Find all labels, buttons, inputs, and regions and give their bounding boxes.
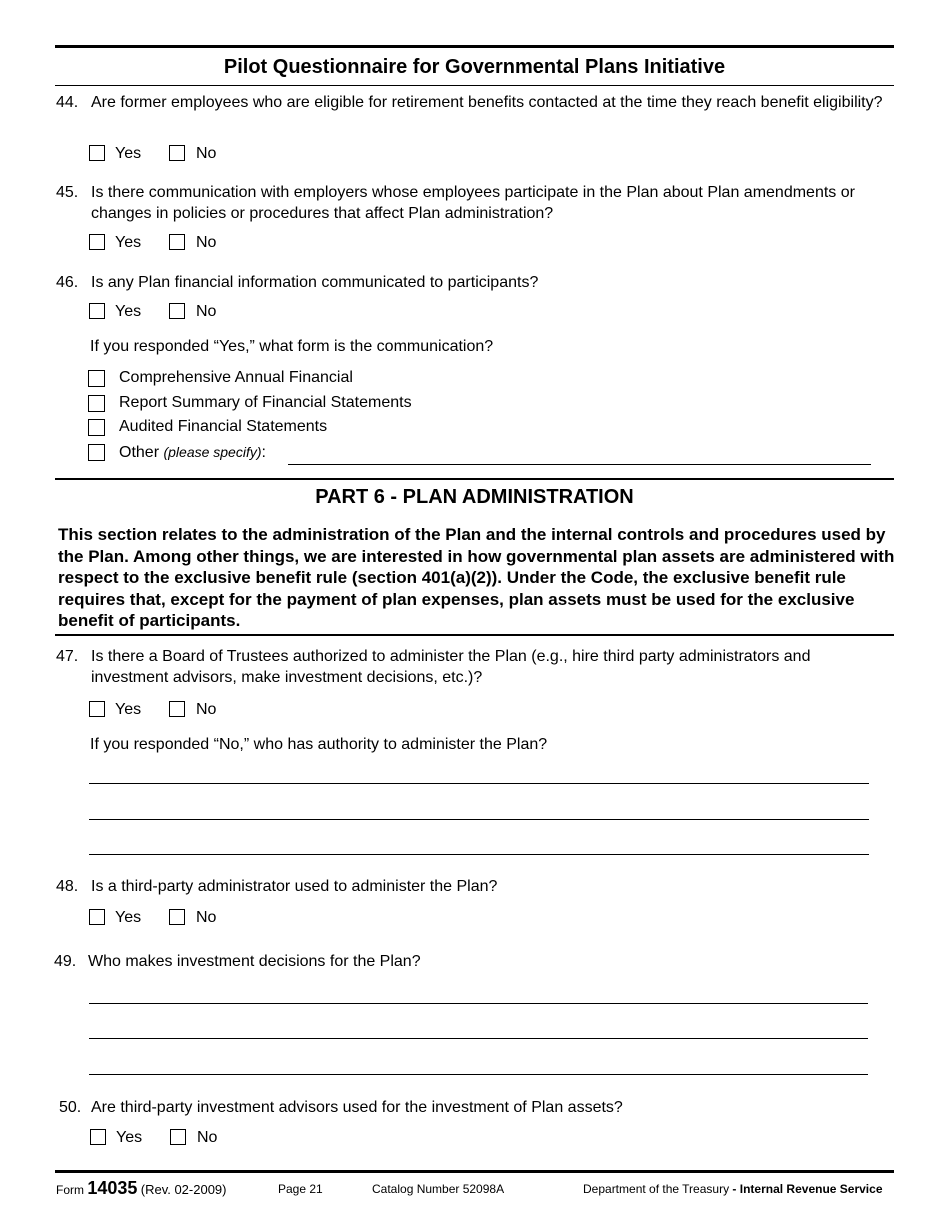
question-number: 49. [54,953,77,970]
q50-no-label: No [197,1129,218,1146]
page-number: Page 21 [278,1182,323,1196]
question-46 [56,272,896,294]
q49-answer-line[interactable] [89,1003,868,1004]
question-text: Are former employees who are eligible for retirement benefits contacted at the time they reach benefit eligibility? [91,94,883,111]
question-text: Is there a Board of Trustees authorized to administer the Plan (e.g., hire third party administrators and investment advisors, make investment decisions, etc.)? [91,648,811,686]
q46-yes-checkbox[interactable] [89,303,105,319]
department [583,1182,883,1196]
q48-no-checkbox[interactable] [169,909,185,925]
q45-no-checkbox[interactable] [169,234,185,250]
catalog-number: Catalog Number 52098A [372,1182,505,1196]
q46-option-checkbox[interactable] [88,370,105,387]
q46-followup-text: If you responded “Yes,” what form is the communication? [90,338,494,355]
other-hint: (please specify) [163,444,262,460]
q46-option-label: Report Summary of Financial Statements [119,394,412,411]
q47-no-label: No [196,701,217,718]
q47-answer-line[interactable] [89,783,869,784]
question-text: Who makes investment decisions for the Plan? [88,953,421,970]
part6-bottom-rule [55,634,894,636]
q48-no-label: No [196,909,217,926]
q46-option-label: Comprehensive Annual Financial [119,369,353,386]
q50-yes-checkbox[interactable] [90,1129,106,1145]
q47-followup-text: If you responded “No,” who has authority to administer the Plan? [90,736,548,753]
question-number: 47. [56,648,79,665]
page-title: Pilot Questionnaire for Governmental Plans Initiative [223,56,726,78]
q46-other-checkbox[interactable] [88,444,105,461]
question-number: 44. [56,94,79,111]
q49-answer-line[interactable] [89,1038,868,1039]
question-text: Are third-party investment advisors used for the investment of Plan assets? [91,1099,623,1116]
title-rule [55,85,894,86]
q46-option-label: Audited Financial Statements [119,418,328,435]
agency-name: - Internal Revenue Service [732,1182,883,1196]
other-colon: : [261,444,266,461]
part6-intro: This section relates to the administration of the Plan and the internal controls and procedures used by the Plan. Among other things, we are interested in how governmental plan assets are administered with respect to the exclusive benefit rule (section 401(a)(2)). Under the Code, the exclusive benefit rule requires that, except for the payment of plan expenses, plan assets must be used for the exclusive benefit of participants. [58,525,895,630]
form-revision: (Rev. 02-2009) [140,1182,227,1197]
q44-yes-checkbox[interactable] [89,145,105,161]
q47-answer-line[interactable] [89,854,869,855]
q44-no-checkbox[interactable] [169,145,185,161]
q48-yes-checkbox[interactable] [89,909,105,925]
question-number: 48. [56,878,79,895]
department-name: Department of the Treasury [583,1182,730,1196]
q47-yes-label: Yes [115,701,142,718]
q46-no-label: No [196,303,217,320]
question-45 [56,182,896,226]
question-50 [59,1097,899,1119]
q46-option-checkbox[interactable] [88,395,105,412]
question-44 [56,92,896,136]
question-number: 45. [56,184,79,201]
question-47 [56,646,896,690]
form-number: 14035 [87,1178,138,1198]
q47-answer-line[interactable] [89,819,869,820]
q45-no-label: No [196,234,217,251]
form-word: Form [56,1183,84,1197]
q50-no-checkbox[interactable] [170,1129,186,1145]
q47-yes-checkbox[interactable] [89,701,105,717]
q46-no-checkbox[interactable] [169,303,185,319]
q45-yes-label: Yes [115,234,142,251]
q44-yes-label: Yes [115,145,142,162]
top-rule [55,45,894,48]
question-text: Is there communication with employers whose employees participate in the Plan about Plan amendments or changes in policies or procedures that affect Plan administration? [91,184,855,222]
q45-yes-checkbox[interactable] [89,234,105,250]
q47-no-checkbox[interactable] [169,701,185,717]
question-48 [56,876,896,898]
q46-other-input-line[interactable] [288,464,871,465]
q50-yes-label: Yes [116,1129,143,1146]
form-identifier [56,1178,227,1199]
question-49 [54,951,894,973]
q46-yes-label: Yes [115,303,142,320]
question-text: Is a third-party administrator used to administer the Plan? [91,878,498,895]
footer-rule [55,1170,894,1173]
q49-answer-line[interactable] [89,1074,868,1075]
question-number: 50. [59,1099,82,1116]
question-number: 46. [56,274,79,291]
part6-top-rule [55,478,894,480]
part6-title: PART 6 - PLAN ADMINISTRATION [315,486,634,508]
q46-option-checkbox[interactable] [88,419,105,436]
q44-no-label: No [196,145,217,162]
q48-yes-label: Yes [115,909,142,926]
question-text: Is any Plan financial information communicated to participants? [91,274,539,291]
other-label-text: Other [119,444,160,461]
q46-other-label [119,442,266,463]
